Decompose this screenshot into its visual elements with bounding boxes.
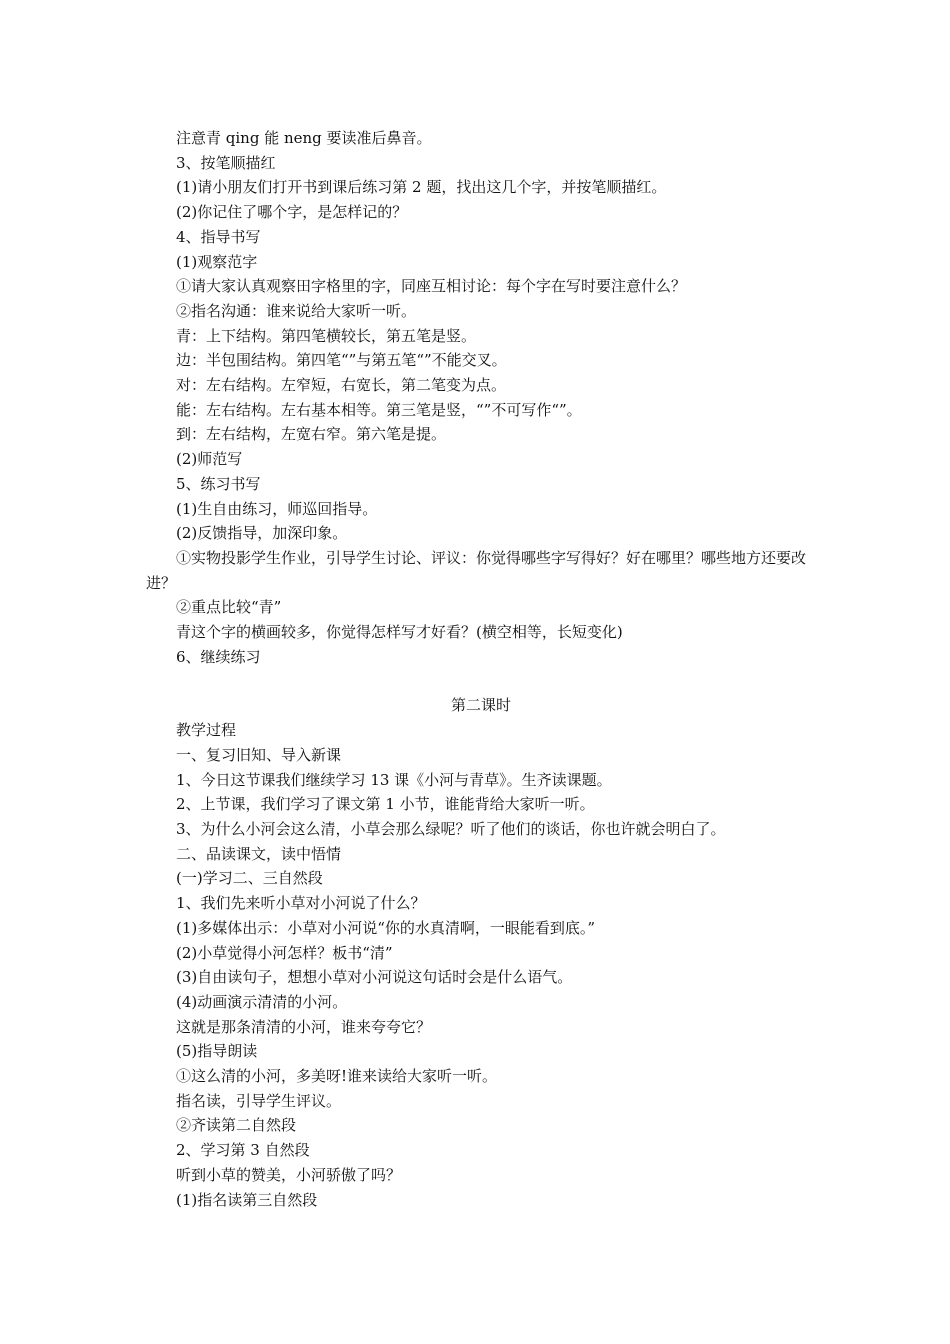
paragraph: (2)小草觉得小河怎样？板书“清” [176,943,393,962]
paragraph: 青：上下结构。第四笔横较长，第五笔是竖。 [176,326,477,345]
spacer [146,669,816,693]
paragraph: 3、按笔顺描红 [176,153,276,172]
section-title: 第二课时 [450,696,511,715]
paragraph: (1)生自由练习，师巡回指导。 [176,499,378,518]
paragraph: 二、品读课文，读中悟情 [176,844,342,863]
paragraph: ①这么清的小河，多美呀!谁来读给大家听一听。 [176,1067,498,1086]
paragraph: 能：左右结构。左右基本相等。第三笔是竖，“”不可写作“”。 [176,400,582,419]
lesson-part-two [146,718,816,1212]
paragraph: ①请大家认真观察田字格里的字，同座互相讨论：每个字在写时要注意什么？ [176,277,687,296]
paragraph: (1)指名读第三自然段 [176,1190,318,1209]
paragraph: 教学过程 [176,721,237,740]
paragraph: 5、练习书写 [176,474,261,493]
paragraph: 2、上节课，我们学习了课文第 1 小节，谁能背给大家听一听。 [176,795,595,814]
paragraph: 这就是那条清清的小河，谁来夸夸它？ [176,1017,432,1036]
paragraph: (2)师范写 [176,450,243,469]
paragraph: (3)自由读句子，想想小草对小河说这句话时会是什么语气。 [176,968,573,987]
paragraph: ②重点比较“青” [176,598,282,617]
paragraph: 指名读，引导学生评议。 [176,1091,342,1110]
paragraph: (4)动画演示清清的小河。 [176,992,348,1011]
paragraph: ①实物投影学生作业，引导学生讨论、评议：你觉得哪些字写得好？好在哪里？哪些地方还要改进？ [146,548,807,592]
paragraph: 对：左右结构。左窄短，右宽长，第二笔变为点。 [176,376,507,395]
paragraph: 2、学习第 3 自然段 [176,1141,310,1160]
paragraph: 4、指导书写 [176,227,261,246]
paragraph: 3、为什么小河会这么清，小草会那么绿呢？听了他们的谈话，你也许就会明白了。 [176,819,726,838]
paragraph: 1、我们先来听小草对小河说了什么？ [176,894,426,913]
paragraph: 边：半包围结构。第四笔“”与第五笔“”不能交叉。 [176,351,507,370]
paragraph: 到：左右结构，左宽右窄。第六笔是提。 [176,425,447,444]
paragraph: ②齐读第二自然段 [176,1116,297,1135]
paragraph: 一、复习旧知、导入新课 [176,745,342,764]
paragraph: (1)观察范字 [176,252,258,271]
paragraph: (5)指导朗读 [176,1042,258,1061]
paragraph: (1)多媒体出示：小草对小河说“你的水真清啊，一眼能看到底。” [176,918,596,937]
paragraph: (1)请小朋友们打开书到课后练习第 2 题，找出这几个字，并按笔顺描红。 [176,178,667,197]
document-body [146,126,816,1212]
paragraph: ②指名沟通：谁来说给大家听一听。 [176,301,417,320]
paragraph: (一)学习二、三自然段 [176,869,323,888]
paragraph: 6、继续练习 [176,647,261,666]
paragraph: 1、今日这节课我们继续学习 13 课《小河与青草》。生齐读课题。 [176,770,612,789]
lesson-part-one [146,126,816,669]
paragraph: (2)你记住了哪个字，是怎样记的？ [176,203,408,222]
paragraph: 青这个字的横画较多，你觉得怎样写才好看？(横空相等，长短变化) [176,623,623,642]
paragraph: 听到小草的赞美，小河骄傲了吗？ [176,1165,402,1184]
paragraph: (2)反馈指导，加深印象。 [176,524,348,543]
paragraph: 注意青 qing 能 neng 要读准后鼻音。 [176,129,432,147]
